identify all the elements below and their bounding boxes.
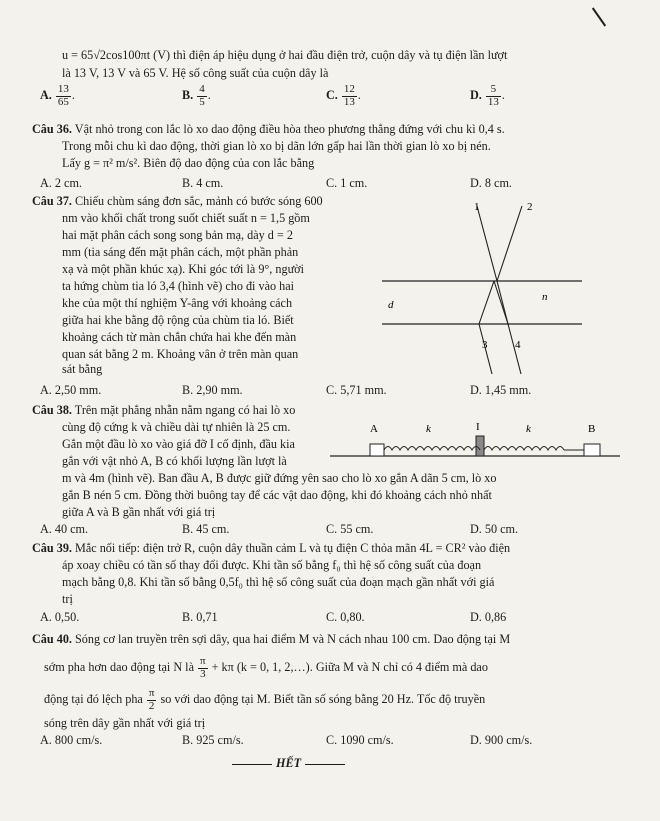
end-marker	[228, 756, 349, 772]
q40-line1: Câu 40. Sóng cơ lan truyền trên sợi dây, qua hai điểm M và N cách nhau 100 cm. Dao động tại M	[32, 632, 511, 646]
q37-label: Câu 37.	[32, 194, 72, 208]
q38-option-b[interactable]: B. 45 cm.	[182, 522, 230, 536]
block-a	[370, 444, 384, 456]
q40-line4: sóng trên dây gần nhất với giá trị	[44, 716, 206, 730]
q35-option-d-fraction: $\frac{5}{13}$	[487, 83, 499, 108]
q39-option-a[interactable]: A. 0,50.	[40, 610, 80, 624]
ray-1-incident	[477, 206, 497, 281]
q36-line2: Trong mỗi chu kì dao động, thời gian lò xo bị dãn lớn gấp hai lần thời gian lò xo bị nén.	[62, 139, 491, 153]
q36-label: Câu 36.	[32, 122, 72, 136]
q38-option-a[interactable]: A. 40 cm.	[40, 522, 89, 536]
figure-label-3: 3	[482, 339, 488, 351]
q37-option-c[interactable]: C. 5,71 mm.	[326, 383, 387, 397]
q37-option-b[interactable]: B. 2,90 mm.	[182, 383, 243, 397]
q40-option-c[interactable]: C. 1090 cm/s.	[326, 733, 394, 747]
q40-option-b[interactable]: B. 925 cm/s.	[182, 733, 244, 747]
q39-line4: trị	[62, 592, 73, 606]
q37-option-a[interactable]: A. 2,50 mm.	[40, 383, 102, 397]
q37-line7: khe của một thí nghiệm Y-âng với khoảng cách	[62, 296, 293, 310]
figure-label-n: n	[542, 291, 548, 303]
q36-option-d[interactable]: D. 8 cm.	[470, 176, 512, 190]
q39-line2: áp xoay chiều có tần số thay đổi được. Khi tần số bằng f₀ thì hệ số công suất của đoạn	[62, 558, 482, 572]
q36-option-b[interactable]: B. 4 cm.	[182, 176, 224, 190]
ray-internal-reflected	[494, 281, 508, 324]
ray-2-reflected	[497, 206, 522, 281]
q36-option-c[interactable]: C. 1 cm.	[326, 176, 368, 190]
q37-line6: ta hứng chùm tia ló 3,4 (hình vẽ) cho đi vào hai	[62, 279, 295, 293]
q37-line9: khoảng cách từ màn chắn chứa hai khe đến màn	[62, 330, 297, 344]
q35-option-c[interactable]: C. $\frac{12}{13}$ .	[326, 83, 361, 108]
spring-left	[384, 447, 480, 451]
q36-line1: Câu 36. Vật nhỏ trong con lắc lò xo dao động điều hòa theo phương thẳng đứng với chu kì 0,4 s.	[32, 122, 505, 136]
q40-line3: động tại đó lệch pha $\frac{\pi}{2}$ so với dao động tại M. Biết tần số sóng bằng 20 Hz. Tốc độ truyền	[44, 687, 486, 712]
q35-line2: là 13 V, 13 V và 65 V. Hệ số công suất của cuộn dây là	[62, 66, 329, 80]
q35-option-b[interactable]: B. $\frac{4}{5}$ .	[182, 83, 211, 108]
q35-option-b-letter: B.	[182, 87, 194, 102]
q39-option-b[interactable]: B. 0,71	[182, 610, 218, 624]
q37-line3: hai mặt phân cách song song bản mạ, dày d = 2	[62, 228, 293, 242]
q35-option-c-fraction: $\frac{12}{13}$	[343, 83, 355, 108]
q37-line8: giữa hai khe bằng độ rộng của chùm tia ló. Biết	[62, 313, 294, 327]
q37-option-d[interactable]: D. 1,45 mm.	[470, 383, 532, 397]
q35-option-b-fraction: $\frac{4}{5}$	[199, 83, 205, 108]
figure-label-2: 2	[527, 201, 533, 213]
figure-label-1: 1	[474, 201, 480, 213]
q37-line4: mm (tia sáng đến mặt phân cách, một phần phản	[62, 245, 299, 259]
q39-line1: Câu 39. Mắc nối tiếp: điện trở R, cuộn dây thuần cảm L và tụ điện C thỏa mãn 4L = CR² vào điện	[32, 541, 511, 555]
support-i	[476, 436, 484, 456]
q40-line2: sớm pha hơn dao động tại N là $\frac{\pi}{3}$ + kπ (k = 0, 1, 2,…). Giữa M và N chỉ có 4 điểm mà dao	[44, 655, 488, 680]
q38-line7: giữa A và B gần nhất với giá trị	[62, 505, 216, 519]
q39-option-c[interactable]: C. 0,80.	[326, 610, 365, 624]
refraction-figure	[382, 196, 582, 376]
q37-line1: Câu 37. Chiếu chùm sáng đơn sắc, mảnh có bước sóng 600	[32, 194, 323, 208]
q38-line6: gắn B nén 5 cm. Đồng thời buông tay để các vật dao động, khi đó khoảng cách nhỏ nhất	[62, 488, 492, 502]
q39-line3: mạch bằng 0,8. Khi tần số bằng 0,5f₀ thì hệ số công suất của đoạn mạch gần nhất với giá	[62, 575, 495, 589]
q38-line5: m và 4m (hình vẽ). Ban đầu A, B được giữ đứng yên sao cho lò xo gắn A dãn 5 cm, lò xo	[62, 471, 497, 485]
q37-line11: sát bằng	[62, 362, 103, 376]
q40-fraction-pi-3: $\frac{\pi}{3}$	[200, 655, 206, 680]
q40-label: Câu 40.	[32, 632, 72, 646]
q37-line2: nm vào khối chất trong suốt chiết suất n = 1,5 gồm	[62, 211, 310, 225]
q38-option-d[interactable]: D. 50 cm.	[470, 522, 519, 536]
end-label: HẾT	[276, 756, 302, 770]
q35-option-c-letter: C.	[326, 87, 338, 102]
q36-option-a[interactable]: A. 2 cm.	[40, 176, 82, 190]
q35-option-a[interactable]: A. $\frac{13}{65}$ .	[40, 83, 75, 108]
q38-option-c[interactable]: C. 55 cm.	[326, 522, 374, 536]
spring-label-k1: k	[426, 423, 431, 435]
q40-option-d[interactable]: D. 900 cm/s.	[470, 733, 533, 747]
q39-label: Câu 39.	[32, 541, 72, 555]
q35-option-d[interactable]: D. $\frac{5}{13}$ .	[470, 83, 505, 108]
q35-line1: u = 65√2cos100πt (V) thì điện áp hiệu dụng ở hai đầu điện trở, cuộn dây và tụ điện lần lượt	[62, 48, 508, 62]
q38-line1: Câu 38. Trên mặt phẳng nhẵn nằm ngang có hai lò xo	[32, 403, 296, 417]
spring-figure	[330, 418, 620, 468]
q38-label: Câu 38.	[32, 403, 72, 417]
spring-label-b: B	[588, 423, 596, 435]
block-b	[584, 444, 600, 456]
q35-option-a-letter: A.	[40, 87, 52, 102]
q39-option-d[interactable]: D. 0,86	[470, 610, 507, 624]
q35-option-d-letter: D.	[470, 87, 482, 102]
figure-label-d: d	[388, 299, 394, 311]
q37-line5: xạ và một phần khúc xạ). Khi góc tới là 9°, người	[62, 262, 305, 276]
q40-fraction-pi-2: $\frac{\pi}{2}$	[148, 687, 155, 712]
q35-option-a-fraction: $\frac{13}{65}$	[57, 83, 69, 108]
q36-line3: Lấy g = π² m/s². Biên độ dao động của con lắc bằng	[62, 156, 315, 170]
q38-line3: Gắn một đầu lò xo vào giá đỡ I cố định, đầu kia	[62, 437, 295, 451]
q37-line10: quan sát bằng 2 m. Khoảng vân ở trên màn quan	[62, 347, 299, 361]
q40-option-a[interactable]: A. 800 cm/s.	[40, 733, 103, 747]
spring-label-a: A	[370, 423, 378, 435]
pen-mark	[592, 7, 606, 26]
ray-internal-return	[479, 281, 494, 324]
q38-line2: cùng độ cứng k và chiều dài tự nhiên là 25 cm.	[62, 420, 291, 434]
spring-right	[484, 447, 564, 451]
spring-label-i: I	[476, 421, 480, 433]
figure-label-4: 4	[515, 339, 521, 351]
spring-label-k2: k	[526, 423, 531, 435]
q38-line4: gắn với vật nhỏ A, B có khối lượng lần lượt là	[62, 454, 287, 468]
